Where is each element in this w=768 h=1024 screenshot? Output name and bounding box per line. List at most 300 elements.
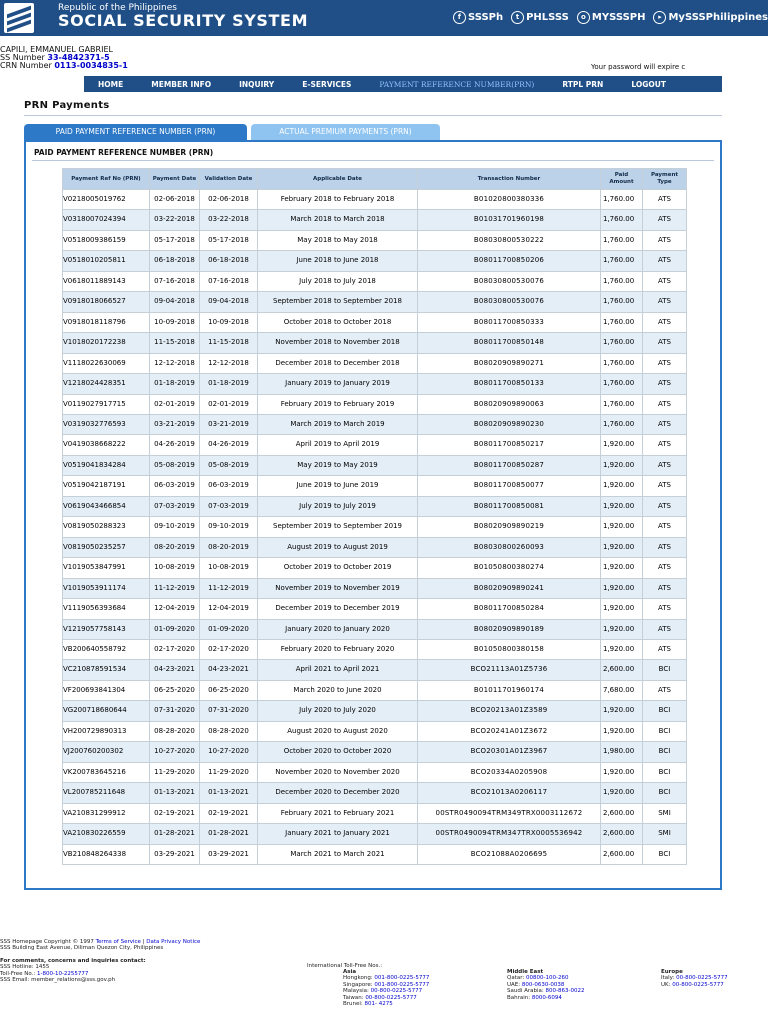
col-prn[interactable]: Payment Ref No (PRN) <box>63 169 150 190</box>
table-row <box>63 721 687 741</box>
cell-payment-date: 10-09-2018 <box>150 312 200 332</box>
cell-payment-type: BCI <box>643 783 687 803</box>
footer-tollfree: Toll-Free No.: 1-800-10-2255777 <box>0 970 89 977</box>
cell-paid-amount: 1,920.00 <box>601 701 643 721</box>
cell-payment-date: 12-12-2018 <box>150 353 200 373</box>
cell-applicable-date: April 2021 to April 2021 <box>258 660 418 680</box>
cell-validation-date: 04-26-2019 <box>200 435 258 455</box>
cell-transaction-number: B08020909890219 <box>418 517 601 537</box>
social-links <box>453 11 768 24</box>
cell-paid-amount: 1,920.00 <box>601 783 643 803</box>
cell-transaction-number: BCO20213A01Z3589 <box>418 701 601 721</box>
cell-transaction-number: B01031701960198 <box>418 210 601 230</box>
cell-payment-type: ATS <box>643 435 687 455</box>
table-row <box>63 558 687 578</box>
cell-paid-amount: 2,600.00 <box>601 660 643 680</box>
cell-payment-type: BCI <box>643 762 687 782</box>
cell-validation-date: 02-01-2019 <box>200 394 258 414</box>
table-row <box>63 414 687 434</box>
cell-prn: V1219057758143 <box>63 619 150 639</box>
cell-applicable-date: April 2019 to April 2019 <box>258 435 418 455</box>
cell-applicable-date: January 2019 to January 2019 <box>258 374 418 394</box>
cell-paid-amount: 1,760.00 <box>601 414 643 434</box>
footer-address: SSS Building East Avenue, Diliman Quezon City, Philippines <box>0 945 164 952</box>
cell-prn: VB200640558792 <box>63 639 150 659</box>
cell-payment-type: ATS <box>643 578 687 598</box>
table-header-row <box>63 169 687 190</box>
facebook-icon: f <box>453 11 466 24</box>
social-link-youtube[interactable]: ▸ MySSSPhilippines <box>653 11 768 24</box>
tab-actual-premium-payments[interactable]: ACTUAL PREMIUM PAYMENTS (PRN) <box>251 124 440 140</box>
cell-paid-amount: 1,760.00 <box>601 230 643 250</box>
nav-e-services[interactable]: E-SERVICES <box>302 79 352 89</box>
cell-transaction-number: B08020909890271 <box>418 353 601 373</box>
cell-prn: V0419038668222 <box>63 435 150 455</box>
cell-payment-date: 05-08-2019 <box>150 455 200 475</box>
table-row <box>63 251 687 271</box>
cell-validation-date: 10-09-2018 <box>200 312 258 332</box>
cell-payment-type: SMI <box>643 803 687 823</box>
social-link-instagram[interactable]: o MYSSSPH <box>577 11 646 24</box>
cell-applicable-date: May 2019 to May 2019 <box>258 455 418 475</box>
cell-payment-type: ATS <box>643 517 687 537</box>
table-row <box>63 824 687 844</box>
cell-transaction-number: BCO20241A01Z3672 <box>418 721 601 741</box>
col-validation-date[interactable]: Validation Date <box>200 169 258 190</box>
cell-payment-date: 07-03-2019 <box>150 496 200 516</box>
col-payment-date[interactable]: Payment Date <box>150 169 200 190</box>
cell-payment-type: BCI <box>643 742 687 762</box>
cell-payment-date: 03-22-2018 <box>150 210 200 230</box>
cell-validation-date: 05-08-2019 <box>200 455 258 475</box>
cell-validation-date: 09-10-2019 <box>200 517 258 537</box>
cell-validation-date: 07-03-2019 <box>200 496 258 516</box>
site-header <box>0 0 768 36</box>
cell-applicable-date: June 2018 to June 2018 <box>258 251 418 271</box>
cell-payment-date: 11-29-2020 <box>150 762 200 782</box>
table-row <box>63 803 687 823</box>
payments-table <box>62 168 687 865</box>
table-row <box>63 578 687 598</box>
cell-payment-type: ATS <box>643 496 687 516</box>
cell-validation-date: 12-12-2018 <box>200 353 258 373</box>
cell-prn: V0319032776593 <box>63 414 150 434</box>
cell-applicable-date: September 2019 to September 2019 <box>258 517 418 537</box>
cell-applicable-date: November 2020 to November 2020 <box>258 762 418 782</box>
cell-applicable-date: September 2018 to September 2018 <box>258 292 418 312</box>
cell-applicable-date: January 2021 to January 2021 <box>258 824 418 844</box>
social-link-twitter[interactable]: t PHLSSS <box>511 11 569 24</box>
ss-number: 33-4842371-5 <box>47 53 110 62</box>
cell-prn: VG200718680644 <box>63 701 150 721</box>
cell-payment-type: ATS <box>643 619 687 639</box>
ss-number-row: SS Number 33-4842371-5 <box>0 53 110 62</box>
cell-applicable-date: June 2019 to June 2019 <box>258 476 418 496</box>
cell-payment-type: ATS <box>643 353 687 373</box>
cell-prn: V1218024428351 <box>63 374 150 394</box>
cell-transaction-number: 00STR0490094TRM347TRX0005536942 <box>418 824 601 844</box>
cell-prn: VA210831299912 <box>63 803 150 823</box>
cell-transaction-number: B08011700850206 <box>418 251 601 271</box>
footer-intl-title: International Toll-Free Nos.: <box>307 963 383 969</box>
nav-inquiry[interactable]: INQUIRY <box>239 79 275 89</box>
cell-applicable-date: August 2019 to August 2019 <box>258 537 418 557</box>
crn-number: 0113-0034835-1 <box>54 61 128 70</box>
cell-payment-date: 04-23-2021 <box>150 660 200 680</box>
cell-paid-amount: 1,760.00 <box>601 210 643 230</box>
footer-email: SSS Email: member_relations@sss.gov.ph <box>0 977 116 984</box>
cell-payment-type: ATS <box>643 476 687 496</box>
cell-validation-date: 08-28-2020 <box>200 721 258 741</box>
cell-payment-type: ATS <box>643 230 687 250</box>
page-title: PRN Payments <box>24 100 110 111</box>
cell-transaction-number: B08020909890189 <box>418 619 601 639</box>
cell-prn: VK200783645216 <box>63 762 150 782</box>
cell-applicable-date: December 2019 to December 2019 <box>258 599 418 619</box>
cell-applicable-date: November 2019 to November 2019 <box>258 578 418 598</box>
table-row <box>63 496 687 516</box>
cell-prn: V1118022630069 <box>63 353 150 373</box>
cell-paid-amount: 1,920.00 <box>601 537 643 557</box>
table-row <box>63 333 687 353</box>
cell-transaction-number: B08011700850333 <box>418 312 601 332</box>
cell-prn: V0519042187191 <box>63 476 150 496</box>
cell-paid-amount: 1,920.00 <box>601 619 643 639</box>
cell-payment-date: 06-03-2019 <box>150 476 200 496</box>
member-info <box>0 46 128 70</box>
youtube-icon: ▸ <box>653 11 666 24</box>
cell-validation-date: 03-22-2018 <box>200 210 258 230</box>
cell-paid-amount: 1,760.00 <box>601 353 643 373</box>
cell-payment-date: 10-27-2020 <box>150 742 200 762</box>
cell-payment-date: 01-09-2020 <box>150 619 200 639</box>
cell-applicable-date: October 2020 to October 2020 <box>258 742 418 762</box>
cell-payment-date: 01-18-2019 <box>150 374 200 394</box>
table-row <box>63 537 687 557</box>
cell-prn: VL200785211648 <box>63 783 150 803</box>
cell-paid-amount: 1,760.00 <box>601 190 643 210</box>
cell-payment-date: 06-18-2018 <box>150 251 200 271</box>
cell-applicable-date: July 2019 to July 2019 <box>258 496 418 516</box>
cell-payment-type: ATS <box>643 374 687 394</box>
social-link-facebook[interactable]: f SSSPh <box>453 11 503 24</box>
cell-applicable-date: March 2018 to March 2018 <box>258 210 418 230</box>
col-paid-amount[interactable]: Paid Amount <box>601 169 643 190</box>
nav-home[interactable]: HOME <box>98 79 124 89</box>
terms-link[interactable]: Terms of Service <box>95 939 141 945</box>
cell-validation-date: 06-03-2019 <box>200 476 258 496</box>
cell-payment-date: 08-20-2019 <box>150 537 200 557</box>
cell-prn: V0518009386159 <box>63 230 150 250</box>
cell-payment-date: 06-25-2020 <box>150 680 200 700</box>
cell-paid-amount: 7,680.00 <box>601 680 643 700</box>
cell-validation-date: 02-06-2018 <box>200 190 258 210</box>
cell-transaction-number: BCO21088A0206695 <box>418 844 601 864</box>
cell-validation-date: 08-20-2019 <box>200 537 258 557</box>
cell-validation-date: 02-17-2020 <box>200 639 258 659</box>
cell-prn: V0819050288323 <box>63 517 150 537</box>
table-row <box>63 680 687 700</box>
cell-transaction-number: BCO20334A0205908 <box>418 762 601 782</box>
cell-applicable-date: May 2018 to May 2018 <box>258 230 418 250</box>
cell-transaction-number: B08011700850133 <box>418 374 601 394</box>
cell-paid-amount: 1,760.00 <box>601 251 643 271</box>
cell-payment-type: ATS <box>643 210 687 230</box>
table-row <box>63 701 687 721</box>
cell-prn: V0918018066527 <box>63 292 150 312</box>
cell-validation-date: 01-28-2021 <box>200 824 258 844</box>
cell-validation-date: 10-27-2020 <box>200 742 258 762</box>
cell-validation-date: 11-29-2020 <box>200 762 258 782</box>
cell-validation-date: 11-12-2019 <box>200 578 258 598</box>
table-row <box>63 844 687 864</box>
cell-applicable-date: February 2018 to February 2018 <box>258 190 418 210</box>
col-transaction-number[interactable]: Transaction Number <box>418 169 601 190</box>
cell-transaction-number: B01011701960174 <box>418 680 601 700</box>
footer-asia: Asia Hongkong: 001-800-0225-5777 Singapore: 001-800-0225-5777 Malaysia: 00-800-0225-5777 Taiwan: 00-800-0225-5777 Brunei: 801- 4275 <box>343 969 430 1008</box>
footer-copyright: SSS Homepage Copyright © 1997 Terms of Service | Data Privacy Notice <box>0 939 201 945</box>
cell-applicable-date: December 2018 to December 2018 <box>258 353 418 373</box>
cell-prn: VA210830226559 <box>63 824 150 844</box>
cell-validation-date: 07-16-2018 <box>200 271 258 291</box>
table-row <box>63 762 687 782</box>
cell-paid-amount: 1,760.00 <box>601 333 643 353</box>
cell-prn: V0819050235257 <box>63 537 150 557</box>
cell-paid-amount: 1,980.00 <box>601 742 643 762</box>
col-payment-type[interactable]: Payment Type <box>643 169 687 190</box>
footer-hotline: SSS Hotline: 1455 <box>0 964 50 971</box>
cell-payment-date: 07-16-2018 <box>150 271 200 291</box>
cell-paid-amount: 1,920.00 <box>601 517 643 537</box>
cell-prn: VC210878591534 <box>63 660 150 680</box>
cell-payment-date: 02-17-2020 <box>150 639 200 659</box>
cell-paid-amount: 1,920.00 <box>601 762 643 782</box>
cell-validation-date: 06-25-2020 <box>200 680 258 700</box>
cell-prn: V0119027917715 <box>63 394 150 414</box>
cell-applicable-date: March 2019 to March 2019 <box>258 414 418 434</box>
cell-transaction-number: B08030800530076 <box>418 271 601 291</box>
footer-concerns: For comments, concerns and inquiries contact: <box>0 957 146 964</box>
cell-transaction-number: BCO20301A01Z3967 <box>418 742 601 762</box>
cell-transaction-number: B01050800380274 <box>418 558 601 578</box>
cell-payment-type: ATS <box>643 639 687 659</box>
cell-paid-amount: 1,920.00 <box>601 721 643 741</box>
cell-prn: VB210848264338 <box>63 844 150 864</box>
cell-paid-amount: 1,920.00 <box>601 496 643 516</box>
cell-applicable-date: August 2020 to August 2020 <box>258 721 418 741</box>
cell-validation-date: 01-18-2019 <box>200 374 258 394</box>
panel-title: PAID PAYMENT REFERENCE NUMBER (PRN) <box>34 148 214 157</box>
table-row <box>63 230 687 250</box>
cell-paid-amount: 1,760.00 <box>601 292 643 312</box>
nav-rtpl-prn[interactable]: RTPL PRN <box>562 79 604 89</box>
table-row <box>63 517 687 537</box>
cell-prn: V0918018118796 <box>63 312 150 332</box>
cell-payment-date: 02-19-2021 <box>150 803 200 823</box>
cell-transaction-number: B08011700850077 <box>418 476 601 496</box>
cell-paid-amount: 1,920.00 <box>601 558 643 578</box>
cell-paid-amount: 1,920.00 <box>601 639 643 659</box>
cell-paid-amount: 1,920.00 <box>601 455 643 475</box>
cell-payment-date: 03-29-2021 <box>150 844 200 864</box>
cell-paid-amount: 1,760.00 <box>601 271 643 291</box>
cell-payment-type: ATS <box>643 312 687 332</box>
cell-validation-date: 05-17-2018 <box>200 230 258 250</box>
cell-prn: V0618011889143 <box>63 271 150 291</box>
cell-validation-date: 01-13-2021 <box>200 783 258 803</box>
cell-validation-date: 11-15-2018 <box>200 333 258 353</box>
cell-transaction-number: B08011700850217 <box>418 435 601 455</box>
cell-payment-date: 02-01-2019 <box>150 394 200 414</box>
cell-transaction-number: B01050800380158 <box>418 639 601 659</box>
table-row <box>63 271 687 291</box>
cell-paid-amount: 2,600.00 <box>601 844 643 864</box>
cell-transaction-number: 00STR0490094TRM349TRX0003112672 <box>418 803 601 823</box>
cell-applicable-date: July 2020 to July 2020 <box>258 701 418 721</box>
cell-applicable-date: January 2020 to January 2020 <box>258 619 418 639</box>
cell-validation-date: 04-23-2021 <box>200 660 258 680</box>
nav-logout[interactable]: LOGOUT <box>631 79 666 89</box>
cell-payment-type: ATS <box>643 292 687 312</box>
cell-applicable-date: November 2018 to November 2018 <box>258 333 418 353</box>
cell-transaction-number: B08020909890230 <box>418 414 601 434</box>
cell-applicable-date: March 2020 to June 2020 <box>258 680 418 700</box>
table-row <box>63 292 687 312</box>
republic-label: Republic of the Philippines <box>58 3 177 13</box>
cell-validation-date: 02-19-2021 <box>200 803 258 823</box>
cell-transaction-number: B08030800530076 <box>418 292 601 312</box>
cell-validation-date: 06-18-2018 <box>200 251 258 271</box>
cell-transaction-number: B08020909890063 <box>418 394 601 414</box>
cell-paid-amount: 2,600.00 <box>601 803 643 823</box>
cell-validation-date: 03-29-2021 <box>200 844 258 864</box>
cell-payment-date: 03-21-2019 <box>150 414 200 434</box>
cell-payment-type: ATS <box>643 558 687 578</box>
cell-prn: V0218005019762 <box>63 190 150 210</box>
cell-transaction-number: B08011700850287 <box>418 455 601 475</box>
cell-applicable-date: October 2018 to October 2018 <box>258 312 418 332</box>
cell-payment-type: ATS <box>643 271 687 291</box>
nav-prn[interactable]: PAYMENT REFERENCE NUMBER(PRN) <box>379 79 535 89</box>
cell-transaction-number: B08020909890241 <box>418 578 601 598</box>
cell-payment-date: 01-13-2021 <box>150 783 200 803</box>
cell-transaction-number: BCO21013A0206117 <box>418 783 601 803</box>
col-applicable-date[interactable]: Applicable Date <box>258 169 418 190</box>
cell-transaction-number: B01020800380336 <box>418 190 601 210</box>
cell-transaction-number: B08011700850284 <box>418 599 601 619</box>
cell-payment-date: 10-08-2019 <box>150 558 200 578</box>
cell-payment-type: ATS <box>643 537 687 557</box>
cell-prn: VF200693841304 <box>63 680 150 700</box>
cell-validation-date: 09-04-2018 <box>200 292 258 312</box>
table-row <box>63 619 687 639</box>
cell-paid-amount: 1,760.00 <box>601 374 643 394</box>
main-nav <box>84 76 722 92</box>
cell-transaction-number: BCO21113A01Z5736 <box>418 660 601 680</box>
member-name: CAPILI, EMMANUEL GABRIEL <box>0 45 113 54</box>
table-row <box>63 394 687 414</box>
cell-applicable-date: October 2019 to October 2019 <box>258 558 418 578</box>
cell-payment-type: ATS <box>643 680 687 700</box>
cell-transaction-number: B08030800260093 <box>418 537 601 557</box>
cell-prn: VH200729890313 <box>63 721 150 741</box>
cell-applicable-date: March 2021 to March 2021 <box>258 844 418 864</box>
cell-payment-date: 11-12-2019 <box>150 578 200 598</box>
cell-applicable-date: December 2020 to December 2020 <box>258 783 418 803</box>
cell-paid-amount: 1,920.00 <box>601 435 643 455</box>
cell-prn: V1019053847991 <box>63 558 150 578</box>
footer-middle-east: Middle East Qatar: 00800-100-260 UAE: 800-0630-0038 Saudi Arabia: 800-863-0022 Bahrain: 8000-6094 <box>507 969 585 1001</box>
sss-logo[interactable] <box>4 3 34 33</box>
cell-payment-type: ATS <box>643 251 687 271</box>
instagram-icon: o <box>577 11 590 24</box>
cell-payment-date: 09-10-2019 <box>150 517 200 537</box>
password-expiry-notice: Your password will expire c <box>591 63 686 71</box>
cell-payment-date: 04-26-2019 <box>150 435 200 455</box>
cell-payment-type: ATS <box>643 414 687 434</box>
tab-panel <box>24 140 722 890</box>
table-row <box>63 353 687 373</box>
cell-payment-type: ATS <box>643 455 687 475</box>
cell-prn: V0518010205811 <box>63 251 150 271</box>
cell-payment-type: ATS <box>643 394 687 414</box>
cell-payment-date: 08-28-2020 <box>150 721 200 741</box>
cell-applicable-date: July 2018 to July 2018 <box>258 271 418 291</box>
cell-payment-type: ATS <box>643 190 687 210</box>
privacy-link[interactable]: Data Privacy Notice <box>146 939 201 945</box>
table-row <box>63 190 687 210</box>
table-row <box>63 312 687 332</box>
title-divider <box>24 115 722 116</box>
cell-payment-date: 05-17-2018 <box>150 230 200 250</box>
cell-transaction-number: B08030800530222 <box>418 230 601 250</box>
table-row <box>63 599 687 619</box>
table-row <box>63 210 687 230</box>
cell-payment-type: BCI <box>643 721 687 741</box>
cell-applicable-date: February 2021 to February 2021 <box>258 803 418 823</box>
cell-paid-amount: 1,920.00 <box>601 599 643 619</box>
nav-member-info[interactable]: MEMBER INFO <box>151 79 212 89</box>
table-row <box>63 455 687 475</box>
cell-paid-amount: 2,600.00 <box>601 824 643 844</box>
cell-payment-date: 02-06-2018 <box>150 190 200 210</box>
cell-paid-amount: 1,920.00 <box>601 578 643 598</box>
table-row <box>63 742 687 762</box>
cell-validation-date: 03-21-2019 <box>200 414 258 434</box>
footer-europe: Europe Italy: 00-800-0225-5777 UK: 00-800-0225-5777 <box>661 969 728 988</box>
cell-validation-date: 01-09-2020 <box>200 619 258 639</box>
cell-applicable-date: February 2019 to February 2019 <box>258 394 418 414</box>
table-row <box>63 660 687 680</box>
cell-validation-date: 07-31-2020 <box>200 701 258 721</box>
cell-payment-date: 09-04-2018 <box>150 292 200 312</box>
cell-transaction-number: B08011700850081 <box>418 496 601 516</box>
cell-payment-date: 12-04-2019 <box>150 599 200 619</box>
table-row <box>63 783 687 803</box>
cell-prn: V0318007024394 <box>63 210 150 230</box>
table-row <box>63 476 687 496</box>
table-row <box>63 374 687 394</box>
table-row <box>63 639 687 659</box>
cell-applicable-date: February 2020 to February 2020 <box>258 639 418 659</box>
cell-transaction-number: B08011700850148 <box>418 333 601 353</box>
cell-payment-type: SMI <box>643 824 687 844</box>
cell-payment-date: 07-31-2020 <box>150 701 200 721</box>
cell-paid-amount: 1,760.00 <box>601 312 643 332</box>
table-body <box>63 190 687 865</box>
tab-paid-prn[interactable]: PAID PAYMENT REFERENCE NUMBER (PRN) <box>24 124 247 140</box>
twitter-icon: t <box>511 11 524 24</box>
